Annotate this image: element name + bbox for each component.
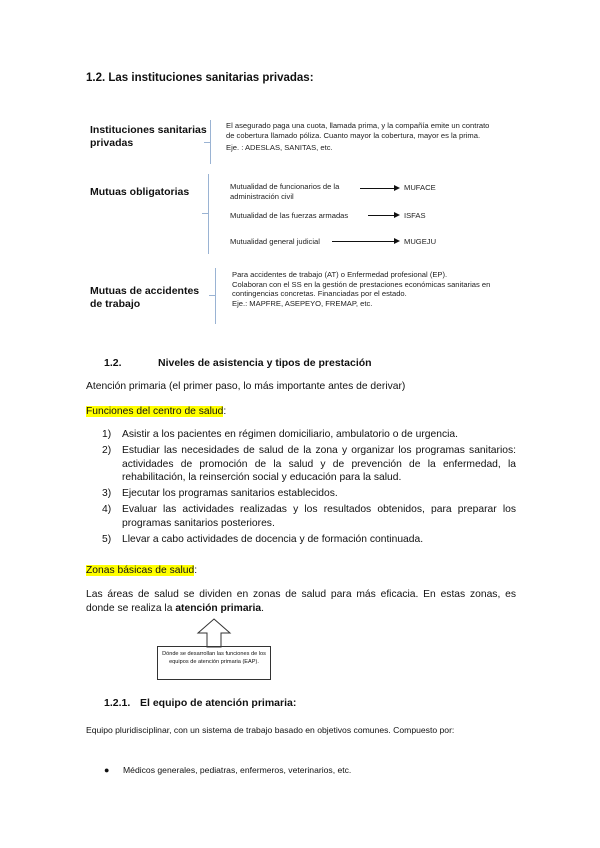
arrow-head bbox=[394, 212, 400, 218]
arrow bbox=[360, 188, 394, 189]
item-number: 5) bbox=[102, 533, 112, 545]
colon: : bbox=[223, 406, 227, 417]
callout-box: Dónde se desarrollan las funciones de los equipos de atención primaria (EAP). bbox=[157, 646, 271, 680]
group3-description bbox=[232, 270, 512, 308]
item-text: Evaluar las actividades realizadas y los resultados obtenidos, para preparar los programas sanitarios posteriores. bbox=[122, 503, 516, 529]
item-text: Asistir a los pacientes en régimen domiciliario, ambulatorio o de urgencia. bbox=[122, 429, 458, 440]
group3-line: contingencias concretas. Financiadas por el estado. bbox=[232, 289, 407, 299]
group-label-mutuas-accidentes: Mutuas de accidentes de trabajo bbox=[90, 285, 200, 310]
section3-number: 1.2.1. bbox=[104, 697, 131, 709]
item-number: 2) bbox=[102, 444, 112, 456]
arrow bbox=[368, 215, 394, 216]
target-muface: MUFACE bbox=[404, 183, 436, 192]
zonas-paragraph bbox=[86, 588, 516, 616]
section2-title: Niveles de asistencia y tipos de prestación bbox=[158, 357, 372, 369]
arrow-head bbox=[394, 238, 400, 244]
zonas-bold: atención primaria bbox=[175, 603, 262, 614]
funciones-heading-text: Funciones del centro de salud bbox=[86, 406, 224, 417]
list-item bbox=[104, 487, 516, 501]
mutualidad-fuerzas-armadas: Mutualidad de las fuerzas armadas bbox=[230, 211, 349, 220]
list-item bbox=[104, 444, 516, 485]
arrow-head bbox=[394, 185, 400, 191]
brace bbox=[215, 268, 216, 324]
group-label-mutuas-obligatorias: Mutuas obligatorias bbox=[90, 186, 190, 198]
colon: : bbox=[194, 565, 198, 576]
section-title: 1.2. Las instituciones sanitarias privadas: bbox=[86, 72, 314, 84]
section3-title: El equipo de atención primaria: bbox=[140, 697, 297, 709]
brace-tick bbox=[209, 295, 215, 296]
group-label-private-institutions: Instituciones sanitarias privadas bbox=[90, 124, 207, 149]
funciones-list bbox=[104, 428, 516, 548]
item-number: 4) bbox=[102, 503, 112, 515]
group1-description bbox=[226, 121, 516, 153]
list-item bbox=[104, 533, 516, 547]
item-number: 1) bbox=[102, 429, 112, 440]
target-isfas: ISFAS bbox=[404, 211, 426, 220]
bullet-text: Médicos generales, pediatras, enfermeros, veterinarios, etc. bbox=[123, 765, 352, 775]
funciones-heading bbox=[86, 405, 226, 419]
brace-tick bbox=[202, 213, 208, 214]
equipo-paragraph: Equipo pluridisciplinar, con un sistema de trabajo basado en objetivos comunes. Compuesto por: bbox=[86, 725, 455, 735]
item-number: 3) bbox=[102, 488, 112, 500]
section2-number: 1.2. bbox=[104, 357, 122, 369]
group3-line: Para accidentes de trabajo (AT) o Enfermedad profesional (EP). bbox=[232, 270, 448, 279]
mutualidad-judicial: Mutualidad general judicial bbox=[230, 237, 320, 246]
item-text: Llevar a cabo actividades de docencia y de formación continuada. bbox=[122, 533, 424, 545]
zonas-text: Las áreas de salud se dividen en zonas de salud para más eficacia. En estas zonas, es donde se realiza la bbox=[86, 589, 516, 614]
mutualidad-funcionarios: Mutualidad de funcionarios de la administración civil bbox=[230, 182, 340, 201]
brace-tick bbox=[204, 142, 210, 143]
group1-line: de cobertura llamado póliza. Cuanto mayor la cobertura, mayor es la prima. bbox=[226, 130, 481, 140]
group3-line: Eje.: MAPFRE, ASEPEYO, FREMAP, etc. bbox=[232, 298, 373, 308]
up-arrow-icon bbox=[196, 618, 232, 648]
bullet-icon: ● bbox=[104, 765, 110, 775]
brace bbox=[208, 174, 209, 254]
item-text: Estudiar las necesidades de salud de la zona y organizar los programas sanitarios: actividades de promoción de la salud y de prevención de la enfermedad, la rehabilitación, la reinserción social y educación para la salud. bbox=[122, 444, 516, 484]
brace bbox=[210, 120, 211, 164]
zonas-heading-text: Zonas básicas de salud bbox=[86, 565, 195, 576]
target-mugeju: MUGEJU bbox=[404, 237, 437, 246]
group3-line: Colaboran con el SS en la gestión de prestaciones económicas sanitarias en bbox=[232, 279, 491, 289]
zonas-end: . bbox=[261, 603, 265, 614]
zonas-heading bbox=[86, 564, 197, 578]
group1-line: Eje. : ADESLAS, SANITAS, etc. bbox=[226, 143, 333, 153]
group1-line: El asegurado paga una cuota, llamada prima, y la compañía emite un contrato bbox=[226, 121, 490, 130]
list-item bbox=[104, 428, 516, 442]
item-text: Ejecutar los programas sanitarios establecidos. bbox=[122, 488, 338, 500]
arrow bbox=[332, 241, 394, 242]
list-item bbox=[104, 503, 516, 531]
atencion-primaria-line: Atención primaria (el primer paso, lo más importante antes de derivar) bbox=[86, 381, 406, 392]
